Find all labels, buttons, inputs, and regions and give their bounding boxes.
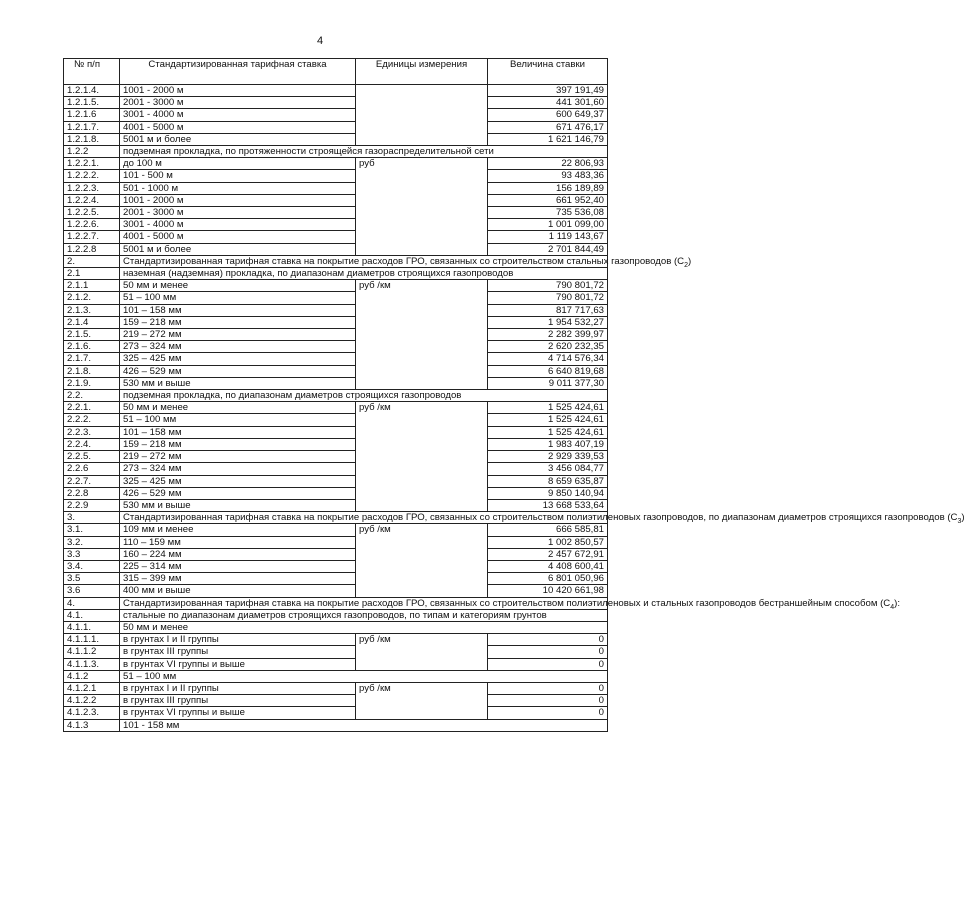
unit-cell: руб /км — [356, 682, 488, 719]
section-text: Стандартизированная тарифная ставка на покрытие расходов ГРО, связанных со строительством стальных газопроводов (C — [123, 255, 685, 267]
rate-value: 735 536,08 — [488, 207, 608, 219]
row-number: 1.2.2.3. — [64, 182, 120, 194]
table-row — [64, 194, 608, 206]
rate-name: в грунтах VI группы и выше — [120, 707, 356, 719]
table-row — [64, 158, 608, 170]
table-row — [64, 682, 608, 694]
page-number: 4 — [316, 35, 324, 47]
rate-value: 1 525 424,61 — [488, 402, 608, 414]
row-number: 4. — [64, 597, 120, 609]
row-number: 2.1 — [64, 268, 120, 280]
section-title — [120, 512, 965, 526]
section-text: стальные по диапазонам диаметров строящихся газопроводов, по типам и категориям грунтов — [123, 609, 547, 621]
rate-value: 6 640 819,68 — [488, 365, 608, 377]
rate-name: в грунтах I и II группы — [120, 634, 356, 646]
row-number: 1.2.2.7. — [64, 231, 120, 243]
rate-name: 5001 м и более — [120, 243, 356, 255]
table-row — [64, 585, 608, 597]
row-number: 2.1.3. — [64, 304, 120, 316]
row-number: 4.1.1. — [64, 621, 120, 633]
unit-cell: руб /км — [356, 524, 488, 597]
section-tail: ) — [688, 255, 692, 267]
rate-value: 1 002 850,57 — [488, 536, 608, 548]
row-number: 2.1.5. — [64, 329, 120, 341]
section-title — [120, 255, 692, 269]
header-units: Единицы измерения — [356, 59, 488, 85]
rate-name: в грунтах III группы — [120, 695, 356, 707]
row-number: 2.2.7. — [64, 475, 120, 487]
row-number: 4.1.1.1. — [64, 634, 120, 646]
table-row — [64, 658, 608, 670]
table-row — [64, 316, 608, 328]
rate-value: 0 — [488, 634, 608, 646]
table-body — [64, 85, 965, 732]
row-number: 1.2.2.1. — [64, 158, 120, 170]
rate-value: 93 483,36 — [488, 170, 608, 182]
unit-cell: руб /км — [356, 634, 488, 671]
rate-name: в грунтах I и II группы — [120, 682, 356, 694]
rate-value: 671 476,17 — [488, 121, 608, 133]
table-row — [64, 438, 608, 450]
rate-name: 101 - 500 м — [120, 170, 356, 182]
table-row — [64, 243, 608, 255]
rate-value: 0 — [488, 658, 608, 670]
table-row — [64, 329, 608, 341]
rate-name: 101 – 158 мм — [120, 426, 356, 438]
unit-cell: руб /км — [356, 280, 488, 390]
section-row — [64, 268, 608, 280]
table-row — [64, 85, 608, 97]
row-number: 1.2.1.7. — [64, 121, 120, 133]
row-number: 4.1.2.1 — [64, 682, 120, 694]
section-subscript: 3 — [957, 518, 962, 526]
row-number: 4.1.3 — [64, 719, 120, 731]
table-row — [64, 109, 608, 121]
rate-name: 51 – 100 мм — [120, 292, 356, 304]
table-row — [64, 536, 608, 548]
section-row — [64, 719, 608, 731]
section-row — [64, 255, 608, 267]
table-row — [64, 463, 608, 475]
rate-name: 109 мм и менее — [120, 524, 356, 536]
table-row — [64, 499, 608, 511]
table-row — [64, 304, 608, 316]
unit-cell: руб /км — [356, 402, 488, 512]
section-title — [120, 146, 608, 158]
row-number: 4.1.2.3. — [64, 707, 120, 719]
table-row — [64, 231, 608, 243]
rate-value: 2 457 672,91 — [488, 548, 608, 560]
row-number: 1.2.2 — [64, 146, 120, 158]
rate-value: 0 — [488, 707, 608, 719]
rate-name: 273 – 324 мм — [120, 463, 356, 475]
rate-name: 3001 - 4000 м — [120, 219, 356, 231]
row-number: 1.2.1.6 — [64, 109, 120, 121]
rate-name: 400 мм и выше — [120, 585, 356, 597]
rate-value: 790 801,72 — [488, 292, 608, 304]
table-row — [64, 426, 608, 438]
table-row — [64, 353, 608, 365]
table-row — [64, 121, 608, 133]
rate-value: 8 659 635,87 — [488, 475, 608, 487]
table-row — [64, 365, 608, 377]
row-number: 2. — [64, 255, 120, 267]
rate-name: 2001 - 3000 м — [120, 207, 356, 219]
section-tail: ) — [961, 512, 965, 524]
table-row — [64, 280, 608, 292]
rate-name: 530 мм и выше — [120, 377, 356, 389]
rate-value: 2 282 399,97 — [488, 329, 608, 341]
rate-value: 1 119 143,67 — [488, 231, 608, 243]
row-number: 1.2.1.4. — [64, 85, 120, 97]
row-number: 2.1.4 — [64, 316, 120, 328]
rate-value: 600 649,37 — [488, 109, 608, 121]
rate-value: 13 668 533,64 — [488, 499, 608, 511]
rate-name: 4001 - 5000 м — [120, 121, 356, 133]
row-number: 1.2.1.8. — [64, 133, 120, 145]
section-text: Стандартизированная тарифная ставка на покрытие расходов ГРО, связанных со строительством полиэтиленовых и стальных газопроводов бестраншейным способом (C — [123, 597, 891, 609]
row-number: 4.1. — [64, 609, 120, 621]
table-row — [64, 548, 608, 560]
rate-name: 426 – 529 мм — [120, 365, 356, 377]
rate-name: 325 – 425 мм — [120, 475, 356, 487]
row-number: 1.2.2.5. — [64, 207, 120, 219]
rate-value: 661 952,40 — [488, 194, 608, 206]
rate-value: 4 408 600,41 — [488, 560, 608, 572]
table-header-row — [64, 59, 608, 85]
table-row — [64, 573, 608, 585]
table-row — [64, 487, 608, 499]
table-row — [64, 560, 608, 572]
rate-name: 315 – 399 мм — [120, 573, 356, 585]
rate-value: 1 954 532,27 — [488, 316, 608, 328]
table-row — [64, 524, 608, 536]
rate-name: 101 – 158 мм — [120, 304, 356, 316]
table-row — [64, 646, 608, 658]
rate-name: 1001 - 2000 м — [120, 194, 356, 206]
row-number: 1.2.2.6. — [64, 219, 120, 231]
table-row — [64, 182, 608, 194]
section-title — [120, 268, 608, 280]
section-text: подземная прокладка, по протяженности строящейся газораспределительной сети — [123, 146, 494, 158]
table-row — [64, 451, 608, 463]
rate-value: 2 620 232,35 — [488, 341, 608, 353]
section-title — [120, 621, 608, 633]
table-row — [64, 402, 608, 414]
table-row — [64, 341, 608, 353]
table-row — [64, 707, 608, 719]
table-row — [64, 219, 608, 231]
rate-value: 1 983 407,19 — [488, 438, 608, 450]
table-row — [64, 377, 608, 389]
rate-value: 790 801,72 — [488, 280, 608, 292]
rate-value: 1 525 424,61 — [488, 426, 608, 438]
rate-name: 225 – 314 мм — [120, 560, 356, 572]
row-number: 1.2.2.4. — [64, 194, 120, 206]
table-row — [64, 170, 608, 182]
row-number: 3. — [64, 512, 120, 524]
rate-value: 3 456 084,77 — [488, 463, 608, 475]
rate-name: 219 – 272 мм — [120, 329, 356, 341]
unit-cell — [356, 85, 488, 146]
rate-name: 501 - 1000 м — [120, 182, 356, 194]
row-number: 2.2.3. — [64, 426, 120, 438]
section-title — [120, 597, 901, 611]
section-row — [64, 597, 608, 609]
section-subscript: 4 — [890, 603, 895, 611]
section-title — [120, 609, 608, 621]
rate-value: 22 806,93 — [488, 158, 608, 170]
row-number: 2.1.6. — [64, 341, 120, 353]
rate-name: 325 – 425 мм — [120, 353, 356, 365]
table-row — [64, 133, 608, 145]
row-number: 4.1.1.3. — [64, 658, 120, 670]
row-number: 3.6 — [64, 585, 120, 597]
rate-value: 4 714 576,34 — [488, 353, 608, 365]
section-row — [64, 146, 608, 158]
row-number: 4.1.2.2 — [64, 695, 120, 707]
section-title — [120, 670, 608, 682]
unit-cell: руб — [356, 158, 488, 256]
row-number: 2.1.1 — [64, 280, 120, 292]
section-subscript: 2 — [684, 261, 688, 269]
tariff-table — [63, 58, 965, 732]
rate-name: 219 – 272 мм — [120, 451, 356, 463]
rate-value: 1 621 146,79 — [488, 133, 608, 145]
section-row — [64, 621, 608, 633]
header-value: Величина ставки — [488, 59, 608, 85]
row-number: 2.1.2. — [64, 292, 120, 304]
rate-name: 1001 - 2000 м — [120, 85, 356, 97]
rate-value: 1 525 424,61 — [488, 414, 608, 426]
rate-name: в грунтах III группы — [120, 646, 356, 658]
row-number: 2.2.4. — [64, 438, 120, 450]
row-number: 2.1.7. — [64, 353, 120, 365]
table-row — [64, 475, 608, 487]
row-number: 2.2.6 — [64, 463, 120, 475]
section-text: наземная (надземная) прокладка, по диапазонам диаметров строящихся газопроводов — [123, 268, 514, 280]
rate-name: 273 – 324 мм — [120, 341, 356, 353]
header-rate: Стандартизированная тарифная ставка — [120, 59, 356, 85]
rate-value: 6 801 050,96 — [488, 573, 608, 585]
rate-name: 2001 - 3000 м — [120, 97, 356, 109]
rate-value: 397 191,49 — [488, 85, 608, 97]
rate-name: 50 мм и менее — [120, 402, 356, 414]
rate-value: 1 001 099,00 — [488, 219, 608, 231]
rate-name: 159 – 218 мм — [120, 316, 356, 328]
rate-name: в грунтах VI группы и выше — [120, 658, 356, 670]
row-number: 2.1.8. — [64, 365, 120, 377]
table-row — [64, 414, 608, 426]
row-number: 2.2.5. — [64, 451, 120, 463]
rate-value: 2 701 844,49 — [488, 243, 608, 255]
rate-value: 0 — [488, 682, 608, 694]
row-number: 2.2.2. — [64, 414, 120, 426]
section-title — [120, 719, 608, 731]
rate-value: 10 420 661,98 — [488, 585, 608, 597]
rate-name: 426 – 529 мм — [120, 487, 356, 499]
row-number: 3.2. — [64, 536, 120, 548]
rate-name: 51 – 100 мм — [120, 414, 356, 426]
section-row — [64, 390, 608, 402]
row-number: 1.2.1.5. — [64, 97, 120, 109]
section-tail: ): — [894, 597, 901, 609]
row-number: 2.2.9 — [64, 499, 120, 511]
section-text: подземная прокладка, по диапазонам диаметров строящихся газопроводов — [123, 390, 462, 402]
rate-name: 110 – 159 мм — [120, 536, 356, 548]
rate-name: 3001 - 4000 м — [120, 109, 356, 121]
section-text: 51 – 100 мм — [123, 670, 177, 682]
row-number: 4.1.2 — [64, 670, 120, 682]
rate-value: 666 585,81 — [488, 524, 608, 536]
rate-value: 9 011 377,30 — [488, 377, 608, 389]
row-number: 3.3 — [64, 548, 120, 560]
table-row — [64, 292, 608, 304]
section-text: 101 - 158 мм — [123, 719, 180, 731]
row-number: 2.2. — [64, 390, 120, 402]
rate-value: 0 — [488, 646, 608, 658]
row-number: 3.5 — [64, 573, 120, 585]
table-row — [64, 695, 608, 707]
section-row — [64, 609, 608, 621]
rate-value: 0 — [488, 695, 608, 707]
rate-name: 530 мм и выше — [120, 499, 356, 511]
rate-value: 817 717,63 — [488, 304, 608, 316]
rate-value: 441 301,60 — [488, 97, 608, 109]
rate-name: 159 – 218 мм — [120, 438, 356, 450]
section-text: 50 мм и менее — [123, 621, 189, 633]
row-number: 1.2.2.2. — [64, 170, 120, 182]
rate-name: до 100 м — [120, 158, 356, 170]
rate-value: 9 850 140,94 — [488, 487, 608, 499]
row-number: 2.2.1. — [64, 402, 120, 414]
section-row — [64, 512, 608, 524]
section-title — [120, 390, 608, 402]
table-row — [64, 207, 608, 219]
row-number: 3.1. — [64, 524, 120, 536]
rate-name: 4001 - 5000 м — [120, 231, 356, 243]
header-num: № п/п — [64, 59, 120, 85]
rate-value: 2 929 339,53 — [488, 451, 608, 463]
row-number: 4.1.1.2 — [64, 646, 120, 658]
rate-name: 5001 м и более — [120, 133, 356, 145]
section-text: Стандартизированная тарифная ставка на покрытие расходов ГРО, связанных со строительством полиэтиленовых газопроводов, по диапазонам диаметров строящихся газопроводов (C — [123, 512, 958, 524]
table-row — [64, 634, 608, 646]
row-number: 3.4. — [64, 560, 120, 572]
rate-name: 160 – 224 мм — [120, 548, 356, 560]
rate-name: 50 мм и менее — [120, 280, 356, 292]
rate-value: 156 189,89 — [488, 182, 608, 194]
row-number: 1.2.2.8 — [64, 243, 120, 255]
row-number: 2.1.9. — [64, 377, 120, 389]
row-number: 2.2.8 — [64, 487, 120, 499]
section-row — [64, 670, 608, 682]
table-row — [64, 97, 608, 109]
